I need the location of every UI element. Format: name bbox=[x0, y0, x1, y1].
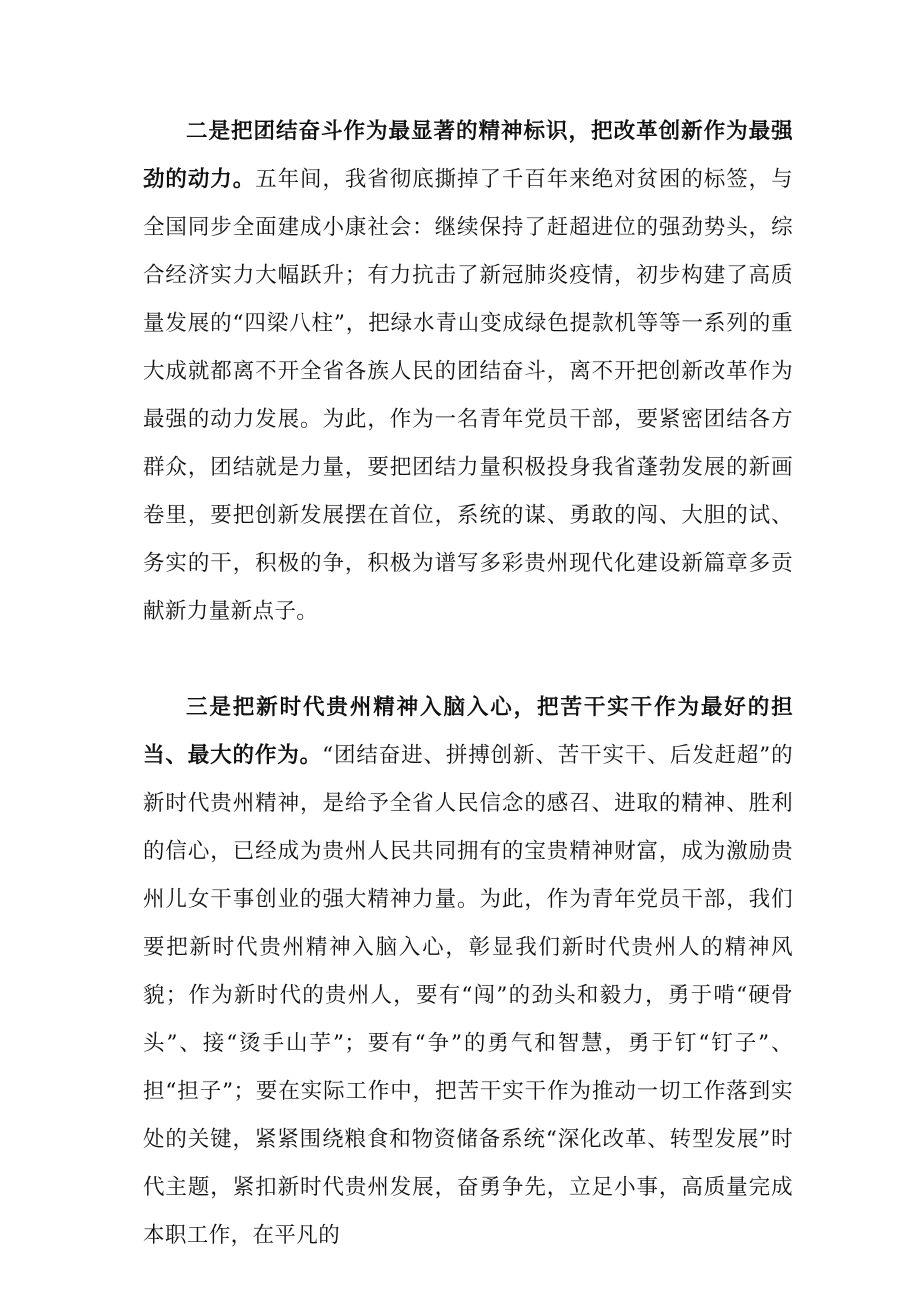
paragraph-two-lead: 二是把团结奋斗作为最显著的精神标识，把改革创新作为最强劲的动力。 bbox=[143, 119, 793, 192]
paragraph-two bbox=[143, 108, 793, 636]
paragraph-three bbox=[143, 684, 793, 1260]
paragraph-two-body: 五年间，我省彻底撕掉了千百年来绝对贫困的标签，与全国同步全面建成小康社会：继续保持了赶超进位的强劲势头，综合经济实力大幅跃升；有力抗击了新冠肺炎疫情，初步构建了高质量发展的“四梁八柱”，把绿水青山变成绿色提款机等等一系列的重大成就都离不开全省各族人民的团结奋斗，离不开把创新改革作为最强的动力发展。为此，作为一名青年党员干部，要紧密团结各方群众，团结就是力量，要把团结力量积极投身我省蓬勃发展的新画卷里，要把创新发展摆在首位，系统的谋、勇敢的闯、大胆的试、务实的干，积极的争，积极为谱写多彩贵州现代化建设新篇章多贡献新力量新点子。 bbox=[143, 167, 793, 624]
paragraph-three-body: “团结奋进、拼搏创新、苦干实干、后发赶超”的新时代贵州精神，是给予全省人民信念的感召、进取的精神、胜利的信心，已经成为贵州人民共同拥有的宝贵精神财富，成为激励贵州儿女干事创业的强大精神力量。为此，作为青年党员干部，我们要把新时代贵州精神入脑入心，彰显我们新时代贵州人的精神风貌；作为新时代的贵州人，要有“闯”的劲头和毅力，勇于啃“硬骨头”、接“烫手山芋”；要有“争”的勇气和智慧，勇于钉“钉子”、担“担子”；要在实际工作中，把苦干实干作为推动一切工作落到实处的关键，紧紧围绕粮食和物资储备系统“深化改革、转型发展”时代主题，紧扣新时代贵州发展，奋勇争先，立足小事，高质量完成本职工作，在平凡的 bbox=[143, 743, 794, 1248]
paragraph-three-lead: 三是把新时代贵州精神入脑入心，把苦干实干作为最好的担当、最大的作为。 bbox=[143, 695, 793, 768]
document-page bbox=[143, 108, 793, 1260]
